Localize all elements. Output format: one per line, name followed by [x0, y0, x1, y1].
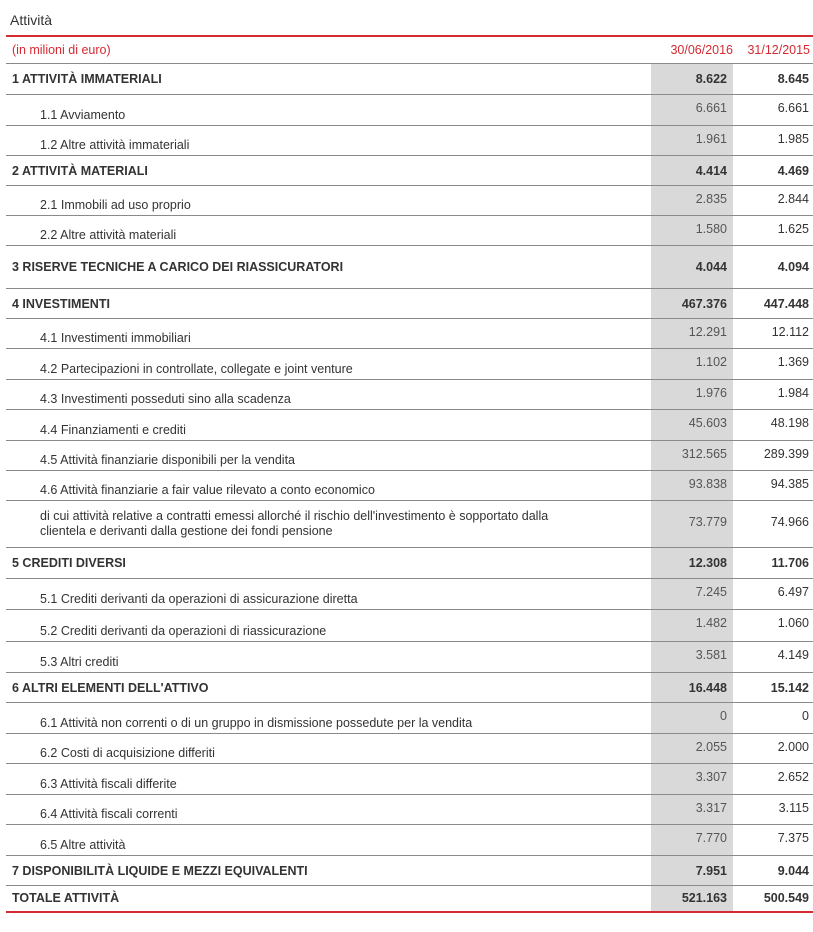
- row-label: 2.2 Altre attività materiali: [40, 228, 177, 242]
- value-2015: 1.625: [777, 222, 809, 236]
- row-label: 4.1 Investimenti immobiliari: [40, 331, 191, 345]
- value-2016: 2.835: [695, 192, 727, 206]
- detail-row: [6, 410, 813, 441]
- row-label: 1 ATTIVITÀ IMMATERIALI: [12, 72, 162, 86]
- row-label: TOTALE ATTIVITÀ: [12, 891, 120, 905]
- value-2016: 2.055: [695, 740, 727, 754]
- row-label: 5.2 Crediti derivanti da operazioni di riassicurazione: [40, 624, 327, 638]
- value-2015: 1.984: [777, 386, 809, 400]
- value-2016: 312.565: [681, 447, 727, 461]
- detail-row: [6, 579, 813, 610]
- section-row: [6, 246, 813, 289]
- detail-row: [6, 126, 813, 156]
- detail-row: [6, 471, 813, 501]
- detail-row: [6, 610, 813, 642]
- section-row: [6, 64, 813, 95]
- detail-row: [6, 703, 813, 734]
- value-2016: 1.482: [695, 616, 727, 630]
- detail-row: [6, 825, 813, 856]
- detail-row: [6, 764, 813, 795]
- section-row: [6, 156, 813, 186]
- row-label: 3 RISERVE TECNICHE A CARICO DEI RIASSICURATORI: [12, 260, 344, 274]
- row-label: 2 ATTIVITÀ MATERIALI: [12, 164, 148, 178]
- row-label: 2.1 Immobili ad uso proprio: [40, 198, 191, 212]
- value-2016: 16.448: [688, 681, 727, 695]
- row-label: 1.2 Altre attività immateriali: [40, 138, 190, 152]
- table-bottom-rule: [6, 911, 813, 913]
- section-row: [6, 886, 813, 911]
- section-row: [6, 673, 813, 703]
- row-label: 6.2 Costi di acquisizione differiti: [40, 746, 215, 760]
- row-label: 4.4 Finanziamenti e crediti: [40, 423, 186, 437]
- value-2016: 3.307: [695, 770, 727, 784]
- detail-row: [6, 501, 813, 548]
- value-2015: 1.060: [777, 616, 809, 630]
- detail-row: [6, 734, 813, 764]
- value-2015: 12.112: [771, 325, 809, 339]
- value-2015: 4.149: [777, 648, 809, 662]
- row-label: 1.1 Avviamento: [40, 108, 126, 122]
- value-2015: 1.985: [777, 132, 809, 146]
- row-label: 4.2 Partecipazioni in controllate, collegate e joint venture: [40, 362, 353, 376]
- value-2015: 3.115: [778, 801, 809, 815]
- value-2016: 73.779: [688, 515, 727, 529]
- unit-label: (in milioni di euro): [12, 43, 111, 57]
- detail-row: [6, 441, 813, 471]
- value-2015: 6.497: [777, 585, 809, 599]
- row-label: 5 CREDITI DIVERSI: [12, 556, 126, 570]
- value-2015: 289.399: [763, 447, 809, 461]
- value-2015: 1.369: [777, 355, 809, 369]
- section-row: [6, 289, 813, 319]
- value-2016: 12.308: [688, 556, 727, 570]
- row-label: 6.4 Attività fiscali correnti: [40, 807, 178, 821]
- row-label: 6.3 Attività fiscali differite: [40, 777, 177, 791]
- value-2015: 7.375: [777, 831, 809, 845]
- value-2016: 1.580: [695, 222, 727, 236]
- value-2016: 467.376: [681, 297, 727, 311]
- value-2016: 3.317: [695, 801, 727, 815]
- value-2015: 0: [802, 709, 809, 723]
- row-label: 6.5 Altre attività: [40, 838, 126, 852]
- value-2016: 7.770: [695, 831, 727, 845]
- value-2015: 2.000: [777, 740, 809, 754]
- value-2015: 2.652: [777, 770, 809, 784]
- value-2016: 6.661: [695, 101, 727, 115]
- value-2016: 3.581: [695, 648, 727, 662]
- row-label: 4.3 Investimenti posseduti sino alla scadenza: [40, 392, 291, 406]
- value-2015: 9.044: [777, 864, 809, 878]
- row-label: di cui attività relative a contratti emessi allorché il rischio dell'investimento è sopportato dalla clientela e derivanti dalla gestione dei fondi pensione: [40, 509, 549, 538]
- detail-row: [6, 319, 813, 349]
- value-2015: 2.844: [777, 192, 809, 206]
- value-2015: 6.661: [777, 101, 809, 115]
- value-2015: 447.448: [763, 297, 809, 311]
- value-2016: 0: [720, 709, 727, 723]
- detail-row: [6, 186, 813, 216]
- value-2016: 7.951: [695, 864, 727, 878]
- section-row: [6, 548, 813, 579]
- value-2016: 1.976: [695, 386, 727, 400]
- value-2016: 12.291: [688, 325, 727, 339]
- row-label: 5.1 Crediti derivanti da operazioni di assicurazione diretta: [40, 592, 358, 606]
- table-header: [6, 37, 813, 62]
- value-2016: 93.838: [688, 477, 727, 491]
- section-row: [6, 856, 813, 886]
- detail-row: [6, 642, 813, 673]
- value-2016: 4.044: [695, 260, 727, 274]
- page-title: Attività: [10, 12, 53, 28]
- row-label: 4.5 Attività finanziarie disponibili per la vendita: [40, 453, 296, 467]
- value-2016: 1.102: [695, 355, 727, 369]
- row-label: 4 INVESTIMENTI: [12, 297, 110, 311]
- value-2015: 500.549: [763, 891, 809, 905]
- value-2015: 4.469: [777, 164, 809, 178]
- value-2016: 45.603: [688, 416, 727, 430]
- row-label: 6 ALTRI ELEMENTI DELL'ATTIVO: [12, 681, 209, 695]
- column-header-2015: 31/12/2015: [747, 43, 810, 57]
- detail-row: [6, 95, 813, 126]
- value-2015: 15.142: [770, 681, 809, 695]
- detail-row: [6, 349, 813, 380]
- row-label: 7 DISPONIBILITÀ LIQUIDE E MEZZI EQUIVALENTI: [12, 864, 308, 878]
- row-label: 6.1 Attività non correnti o di un gruppo in dismissione possedute per la vendita: [40, 716, 473, 730]
- value-2015: 8.645: [777, 72, 809, 86]
- detail-row: [6, 795, 813, 825]
- detail-row: [6, 380, 813, 410]
- value-2016: 521.163: [681, 891, 727, 905]
- value-2015: 11.706: [771, 556, 809, 570]
- value-2016: 4.414: [695, 164, 727, 178]
- column-header-2016: 30/06/2016: [670, 43, 733, 57]
- value-2016: 1.961: [695, 132, 727, 146]
- value-2016: 8.622: [695, 72, 727, 86]
- value-2015: 74.966: [770, 515, 809, 529]
- row-label: 5.3 Altri crediti: [40, 655, 119, 669]
- value-2015: 48.198: [770, 416, 809, 430]
- value-2015: 94.385: [770, 477, 809, 491]
- detail-row: [6, 216, 813, 246]
- value-2016: 7.245: [695, 585, 727, 599]
- value-2015: 4.094: [777, 260, 809, 274]
- row-label: 4.6 Attività finanziarie a fair value rilevato a conto economico: [40, 483, 375, 497]
